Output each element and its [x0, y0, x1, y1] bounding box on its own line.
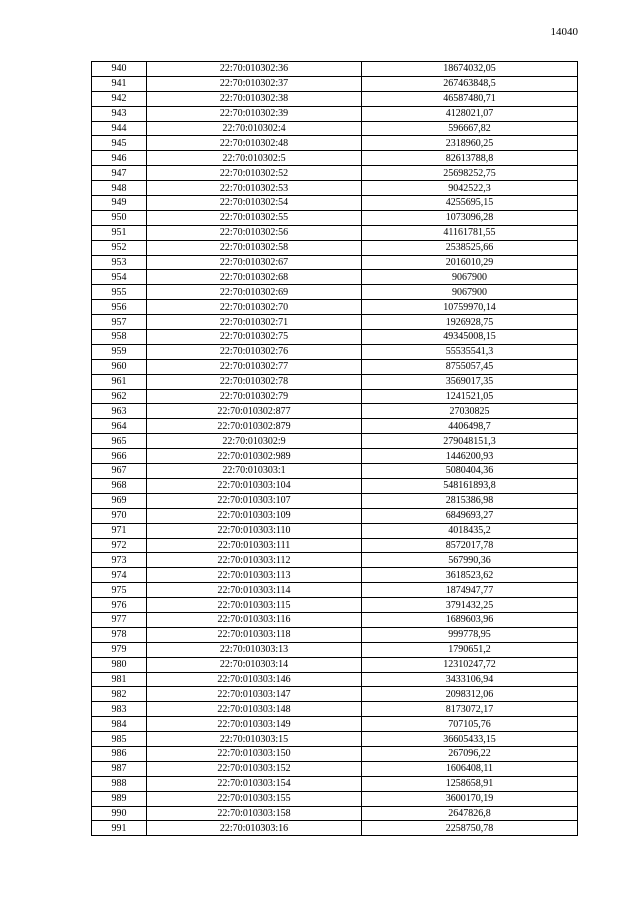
table-row — [92, 136, 578, 151]
cadastral-number-cell: 22:70:010303:112 — [147, 553, 362, 568]
row-number-cell: 961 — [92, 374, 147, 389]
table-row — [92, 806, 578, 821]
row-number-cell: 945 — [92, 136, 147, 151]
table-row — [92, 106, 578, 121]
row-number-cell: 946 — [92, 151, 147, 166]
row-number-cell: 956 — [92, 300, 147, 315]
value-cell: 596667,82 — [362, 121, 578, 136]
table-row — [92, 672, 578, 687]
cadastral-number-cell: 22:70:010302:48 — [147, 136, 362, 151]
row-number-cell: 983 — [92, 702, 147, 717]
cadastral-number-cell: 22:70:010302:52 — [147, 166, 362, 181]
table-row — [92, 493, 578, 508]
row-number-cell: 974 — [92, 568, 147, 583]
cadastral-number-cell: 22:70:010302:58 — [147, 240, 362, 255]
cadastral-number-cell: 22:70:010303:15 — [147, 732, 362, 747]
table-row — [92, 240, 578, 255]
table-row — [92, 627, 578, 642]
row-number-cell: 982 — [92, 687, 147, 702]
row-number-cell: 978 — [92, 627, 147, 642]
row-number-cell: 989 — [92, 791, 147, 806]
cadastral-number-cell: 22:70:010303:152 — [147, 761, 362, 776]
row-number-cell: 949 — [92, 196, 147, 211]
cadastral-number-cell: 22:70:010303:154 — [147, 776, 362, 791]
value-cell: 3791432,25 — [362, 598, 578, 613]
value-cell: 12310247,72 — [362, 657, 578, 672]
value-cell: 3618523,62 — [362, 568, 578, 583]
row-number-cell: 954 — [92, 270, 147, 285]
cadastral-number-cell: 22:70:010302:76 — [147, 344, 362, 359]
table-row — [92, 389, 578, 404]
value-cell: 2318960,25 — [362, 136, 578, 151]
row-number-cell: 972 — [92, 538, 147, 553]
table-row — [92, 717, 578, 732]
row-number-cell: 952 — [92, 240, 147, 255]
cadastral-number-cell: 22:70:010303:16 — [147, 821, 362, 836]
table-row — [92, 91, 578, 106]
table-row — [92, 464, 578, 479]
table-row — [92, 344, 578, 359]
row-number-cell: 958 — [92, 330, 147, 345]
row-number-cell: 987 — [92, 761, 147, 776]
value-cell: 1606408,11 — [362, 761, 578, 776]
value-cell: 707105,76 — [362, 717, 578, 732]
cadastral-number-cell: 22:70:010302:71 — [147, 315, 362, 330]
value-cell: 4018435,2 — [362, 523, 578, 538]
table-row — [92, 523, 578, 538]
table-row — [92, 404, 578, 419]
cadastral-number-cell: 22:70:010303:111 — [147, 538, 362, 553]
cadastral-number-cell: 22:70:010302:68 — [147, 270, 362, 285]
value-cell: 9042522,3 — [362, 181, 578, 196]
cadastral-number-cell: 22:70:010303:147 — [147, 687, 362, 702]
cadastral-number-cell: 22:70:010302:39 — [147, 106, 362, 121]
table-row — [92, 121, 578, 136]
cadastral-number-cell: 22:70:010302:38 — [147, 91, 362, 106]
row-number-cell: 959 — [92, 344, 147, 359]
table-row — [92, 657, 578, 672]
table-row — [92, 449, 578, 464]
table-row — [92, 255, 578, 270]
row-number-cell: 988 — [92, 776, 147, 791]
value-cell: 82613788,8 — [362, 151, 578, 166]
value-cell: 9067900 — [362, 285, 578, 300]
value-cell: 8572017,78 — [362, 538, 578, 553]
row-number-cell: 948 — [92, 181, 147, 196]
table-row — [92, 702, 578, 717]
row-number-cell: 986 — [92, 746, 147, 761]
cadastral-number-cell: 22:70:010302:55 — [147, 210, 362, 225]
value-cell: 3569017,35 — [362, 374, 578, 389]
value-cell: 548161893,8 — [362, 478, 578, 493]
table-row — [92, 181, 578, 196]
cadastral-number-cell: 22:70:010303:1 — [147, 464, 362, 479]
row-number-cell: 943 — [92, 106, 147, 121]
value-cell: 3433106,94 — [362, 672, 578, 687]
value-cell: 9067900 — [362, 270, 578, 285]
table-row — [92, 732, 578, 747]
row-number-cell: 991 — [92, 821, 147, 836]
row-number-cell: 985 — [92, 732, 147, 747]
value-cell: 41161781,55 — [362, 225, 578, 240]
table-row — [92, 598, 578, 613]
table-row — [92, 553, 578, 568]
cadastral-number-cell: 22:70:010303:13 — [147, 642, 362, 657]
row-number-cell: 964 — [92, 419, 147, 434]
table-body — [92, 62, 578, 836]
table-row — [92, 434, 578, 449]
row-number-cell: 963 — [92, 404, 147, 419]
table-row — [92, 374, 578, 389]
table-row — [92, 538, 578, 553]
value-cell: 46587480,71 — [362, 91, 578, 106]
row-number-cell: 977 — [92, 612, 147, 627]
row-number-cell: 955 — [92, 285, 147, 300]
row-number-cell: 944 — [92, 121, 147, 136]
table-row — [92, 687, 578, 702]
cadastral-number-cell: 22:70:010303:148 — [147, 702, 362, 717]
row-number-cell: 960 — [92, 359, 147, 374]
table-row — [92, 76, 578, 91]
row-number-cell: 957 — [92, 315, 147, 330]
table-row — [92, 776, 578, 791]
table-row — [92, 315, 578, 330]
value-cell: 267463848,5 — [362, 76, 578, 91]
table-row — [92, 761, 578, 776]
row-number-cell: 953 — [92, 255, 147, 270]
row-number-cell: 979 — [92, 642, 147, 657]
table-row — [92, 612, 578, 627]
cadastral-number-cell: 22:70:010302:69 — [147, 285, 362, 300]
row-number-cell: 990 — [92, 806, 147, 821]
cadastral-number-cell: 22:70:010302:77 — [147, 359, 362, 374]
table-row — [92, 300, 578, 315]
cadastral-number-cell: 22:70:010303:158 — [147, 806, 362, 821]
cadastral-number-cell: 22:70:010303:116 — [147, 612, 362, 627]
cadastral-number-cell: 22:70:010303:155 — [147, 791, 362, 806]
cadastral-number-cell: 22:70:010302:70 — [147, 300, 362, 315]
table-row — [92, 821, 578, 836]
value-cell: 2098312,06 — [362, 687, 578, 702]
table-row — [92, 210, 578, 225]
row-number-cell: 942 — [92, 91, 147, 106]
value-cell: 27030825 — [362, 404, 578, 419]
table-row — [92, 746, 578, 761]
table-row — [92, 642, 578, 657]
table-row — [92, 791, 578, 806]
value-cell: 1790651,2 — [362, 642, 578, 657]
row-number-cell: 965 — [92, 434, 147, 449]
row-number-cell: 976 — [92, 598, 147, 613]
cadastral-number-cell: 22:70:010303:109 — [147, 508, 362, 523]
cadastral-number-cell: 22:70:010302:56 — [147, 225, 362, 240]
value-cell: 10759970,14 — [362, 300, 578, 315]
value-cell: 1926928,75 — [362, 315, 578, 330]
value-cell: 2016010,29 — [362, 255, 578, 270]
row-number-cell: 970 — [92, 508, 147, 523]
value-cell: 5080404,36 — [362, 464, 578, 479]
value-cell: 1446200,93 — [362, 449, 578, 464]
value-cell: 4128021,07 — [362, 106, 578, 121]
value-cell: 1258658,91 — [362, 776, 578, 791]
row-number-cell: 975 — [92, 583, 147, 598]
row-number-cell: 967 — [92, 464, 147, 479]
cadastral-number-cell: 22:70:010302:989 — [147, 449, 362, 464]
value-cell: 18674032,05 — [362, 62, 578, 77]
row-number-cell: 968 — [92, 478, 147, 493]
cadastral-number-cell: 22:70:010302:36 — [147, 62, 362, 77]
row-number-cell: 950 — [92, 210, 147, 225]
cadastral-number-cell: 22:70:010302:879 — [147, 419, 362, 434]
cadastral-number-cell: 22:70:010303:107 — [147, 493, 362, 508]
row-number-cell: 980 — [92, 657, 147, 672]
table-row — [92, 478, 578, 493]
cadastral-number-cell: 22:70:010303:14 — [147, 657, 362, 672]
value-cell: 4406498,7 — [362, 419, 578, 434]
cadastral-number-cell: 22:70:010303:146 — [147, 672, 362, 687]
cadastral-number-cell: 22:70:010302:79 — [147, 389, 362, 404]
table-row — [92, 225, 578, 240]
row-number-cell: 951 — [92, 225, 147, 240]
value-cell: 36605433,15 — [362, 732, 578, 747]
table-row — [92, 166, 578, 181]
row-number-cell: 941 — [92, 76, 147, 91]
cadastral-number-cell: 22:70:010303:118 — [147, 627, 362, 642]
cadastral-number-cell: 22:70:010303:115 — [147, 598, 362, 613]
value-cell: 2258750,78 — [362, 821, 578, 836]
table-row — [92, 285, 578, 300]
row-number-cell: 940 — [92, 62, 147, 77]
row-number-cell: 969 — [92, 493, 147, 508]
table-row — [92, 330, 578, 345]
cadastral-value-table — [91, 61, 578, 836]
table-row — [92, 359, 578, 374]
row-number-cell: 973 — [92, 553, 147, 568]
value-cell: 3600170,19 — [362, 791, 578, 806]
cadastral-number-cell: 22:70:010302:877 — [147, 404, 362, 419]
table-row — [92, 508, 578, 523]
value-cell: 279048151,3 — [362, 434, 578, 449]
table-row — [92, 583, 578, 598]
cadastral-number-cell: 22:70:010303:150 — [147, 746, 362, 761]
cadastral-number-cell: 22:70:010302:67 — [147, 255, 362, 270]
cadastral-number-cell: 22:70:010302:4 — [147, 121, 362, 136]
cadastral-number-cell: 22:70:010302:54 — [147, 196, 362, 211]
cadastral-number-cell: 22:70:010302:9 — [147, 434, 362, 449]
cadastral-number-cell: 22:70:010303:104 — [147, 478, 362, 493]
cadastral-number-cell: 22:70:010302:75 — [147, 330, 362, 345]
row-number-cell: 947 — [92, 166, 147, 181]
cadastral-number-cell: 22:70:010302:5 — [147, 151, 362, 166]
cadastral-number-cell: 22:70:010303:110 — [147, 523, 362, 538]
cadastral-number-cell: 22:70:010303:114 — [147, 583, 362, 598]
row-number-cell: 966 — [92, 449, 147, 464]
row-number-cell: 971 — [92, 523, 147, 538]
value-cell: 2538525,66 — [362, 240, 578, 255]
table-row — [92, 151, 578, 166]
value-cell: 1073096,28 — [362, 210, 578, 225]
table-row — [92, 196, 578, 211]
row-number-cell: 962 — [92, 389, 147, 404]
cadastral-number-cell: 22:70:010302:53 — [147, 181, 362, 196]
table-row — [92, 270, 578, 285]
value-cell: 6849693,27 — [362, 508, 578, 523]
value-cell: 49345008,15 — [362, 330, 578, 345]
value-cell: 4255695,15 — [362, 196, 578, 211]
table-row — [92, 419, 578, 434]
row-number-cell: 984 — [92, 717, 147, 732]
value-cell: 8173072,17 — [362, 702, 578, 717]
value-cell: 567990,36 — [362, 553, 578, 568]
cadastral-number-cell: 22:70:010303:113 — [147, 568, 362, 583]
row-number-cell: 981 — [92, 672, 147, 687]
value-cell: 1874947,77 — [362, 583, 578, 598]
cadastral-number-cell: 22:70:010302:78 — [147, 374, 362, 389]
value-cell: 2815386,98 — [362, 493, 578, 508]
value-cell: 267096,22 — [362, 746, 578, 761]
value-cell: 2647826,8 — [362, 806, 578, 821]
value-cell: 25698252,75 — [362, 166, 578, 181]
value-cell: 999778,95 — [362, 627, 578, 642]
table-row — [92, 62, 578, 77]
value-cell: 1689603,96 — [362, 612, 578, 627]
value-cell: 55535541,3 — [362, 344, 578, 359]
value-cell: 1241521,05 — [362, 389, 578, 404]
cadastral-number-cell: 22:70:010303:149 — [147, 717, 362, 732]
value-cell: 8755057,45 — [362, 359, 578, 374]
table-row — [92, 568, 578, 583]
cadastral-number-cell: 22:70:010302:37 — [147, 76, 362, 91]
page-number: 14040 — [550, 26, 578, 38]
